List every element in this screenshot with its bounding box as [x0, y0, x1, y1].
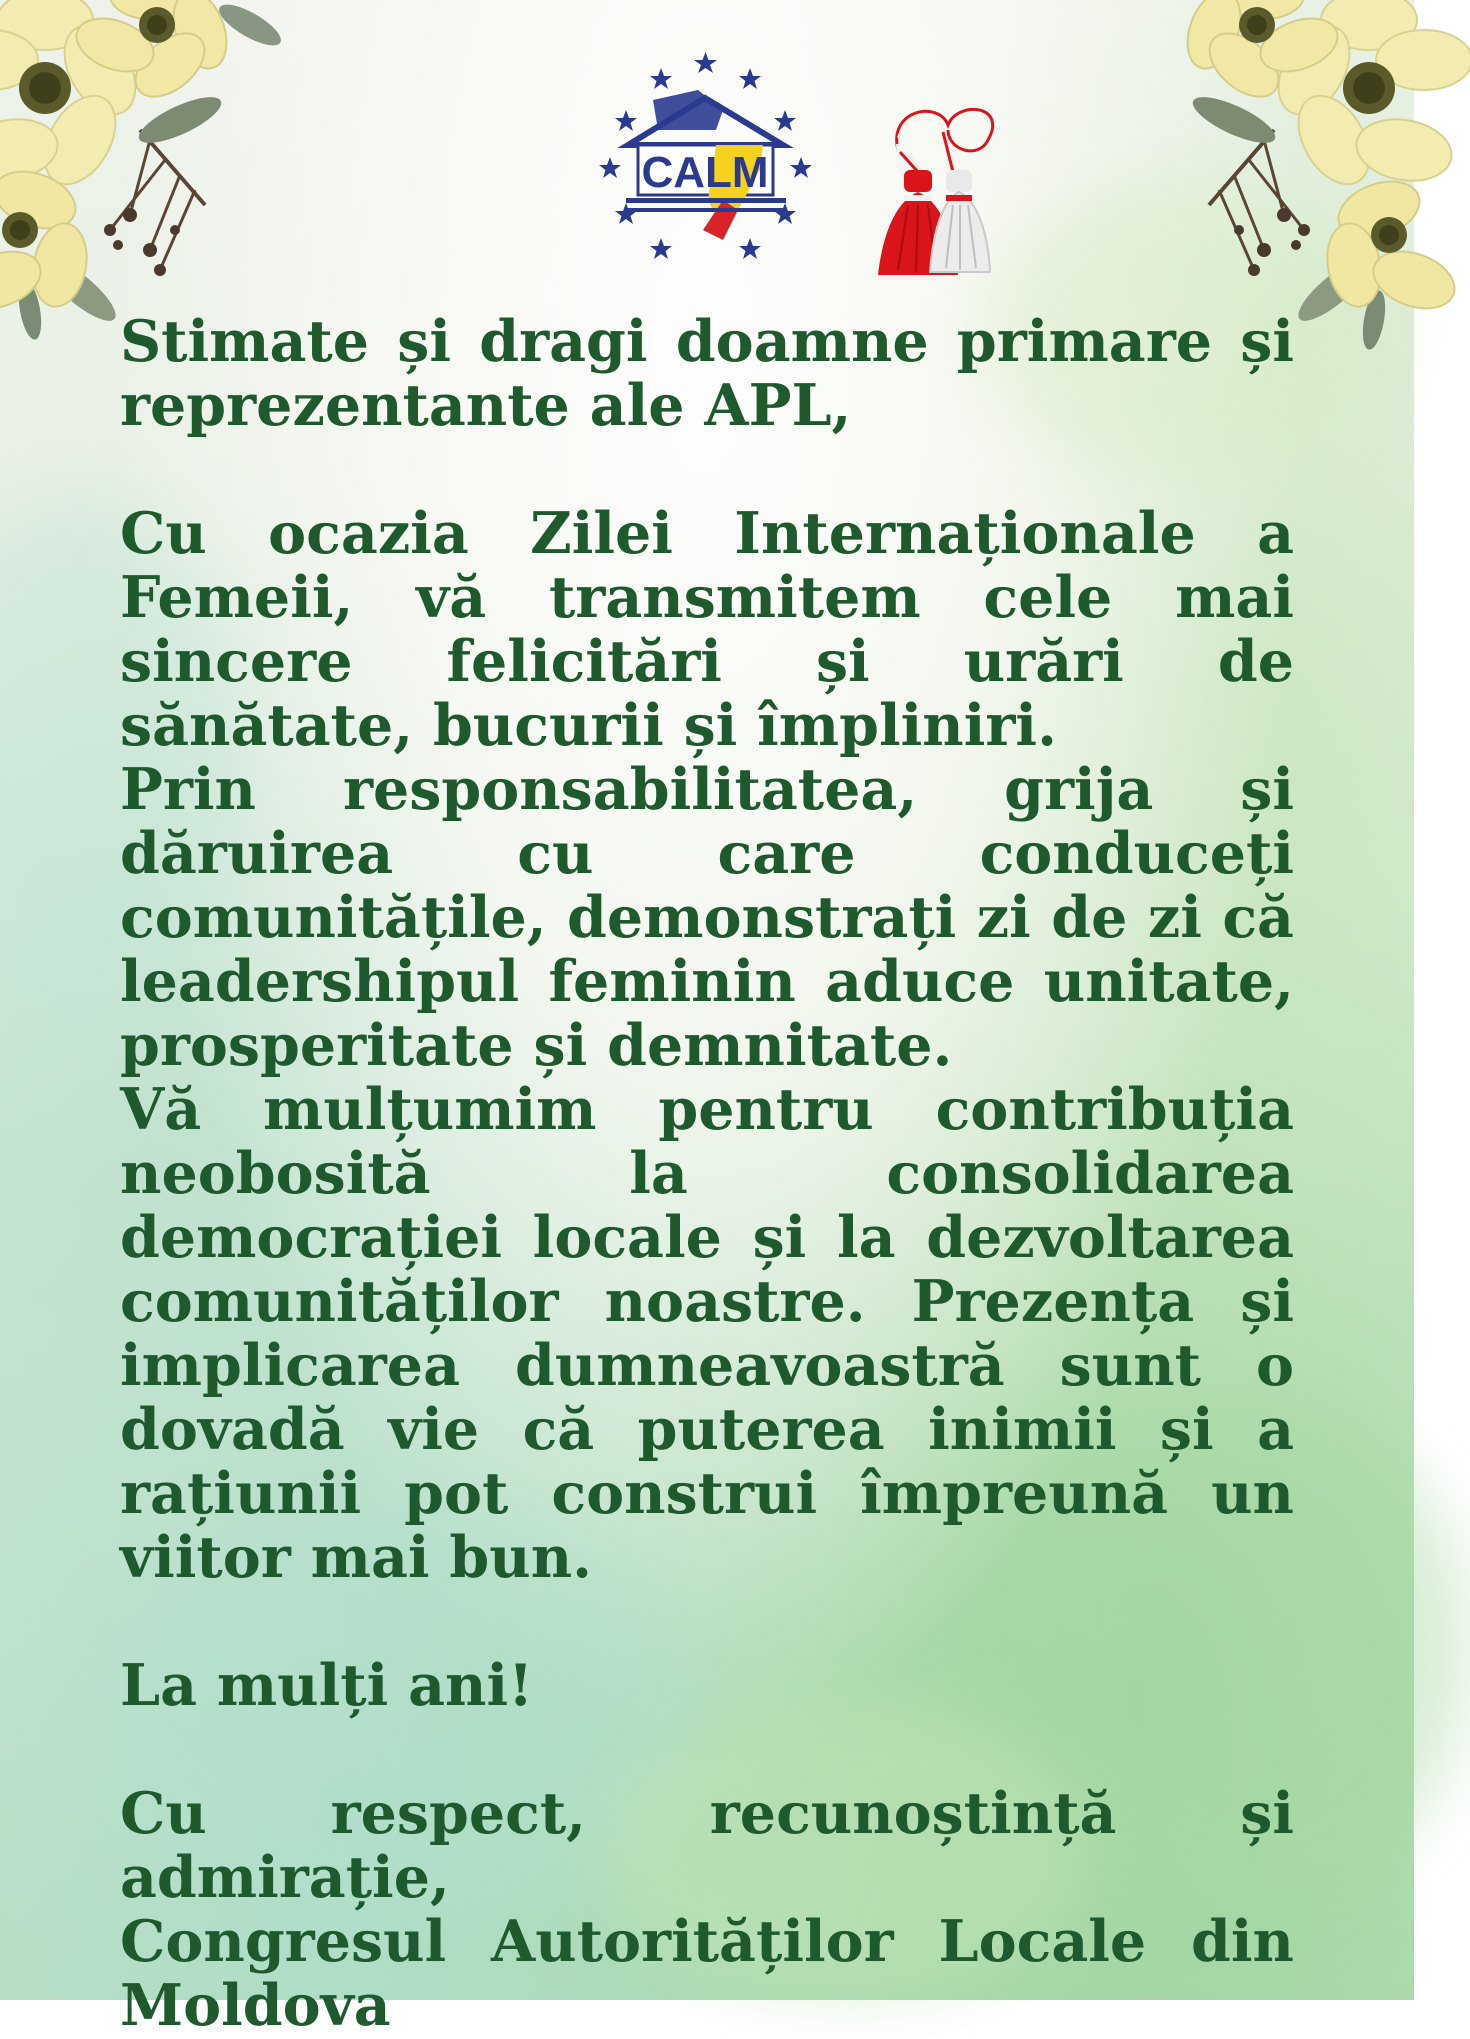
letter-body — [120, 310, 1294, 2038]
paragraph-spacer — [120, 1718, 1294, 1782]
paragraph-3: Vă mulțumim pentru contribuția neobosită la consolidarea democrației locale și la dezvoltarea comunităților noastre. Prezența și implicarea dumneavoastră sunt o dovadă vie că puterea inimii și a rațiunii pot construi împreună un viitor mai bun. — [120, 1076, 1294, 1591]
paragraph-spacer — [120, 1590, 1294, 1654]
closing-line: Cu respect, recunoștință și admirație, — [120, 1780, 1294, 1911]
paragraph-spacer — [120, 438, 1294, 502]
flower-corner-decoration-right — [1124, 0, 1414, 340]
header-logos — [598, 50, 1018, 270]
calm-logo — [598, 50, 813, 265]
paragraph-1: Cu ocazia Zilei Internaționale a Femeii, vă transmitem cele mai sincere felicitări și urări de sănătate, bucurii și împliniri. — [120, 500, 1294, 759]
signature: Congresul Autorităților Locale din Moldova — [120, 1908, 1294, 2039]
wish-line: La mulți ani! — [120, 1652, 534, 1719]
logo-text: CALM — [641, 148, 769, 197]
flower-corner-decoration-left — [0, 0, 290, 340]
flower-icon — [0, 0, 286, 341]
flower-icon — [1178, 0, 1470, 351]
paragraph-2: Prin responsabilitatea, grija și dăruirea cu care conduceți comunitățile, demonstrați zi de zi că leadershipul feminin aduce unitate, prosperitate și demnitate. — [120, 756, 1294, 1079]
salutation: Stimate și dragi doamne primare și reprezentante ale APL, — [120, 308, 1294, 439]
martisor-icon — [838, 80, 1008, 290]
